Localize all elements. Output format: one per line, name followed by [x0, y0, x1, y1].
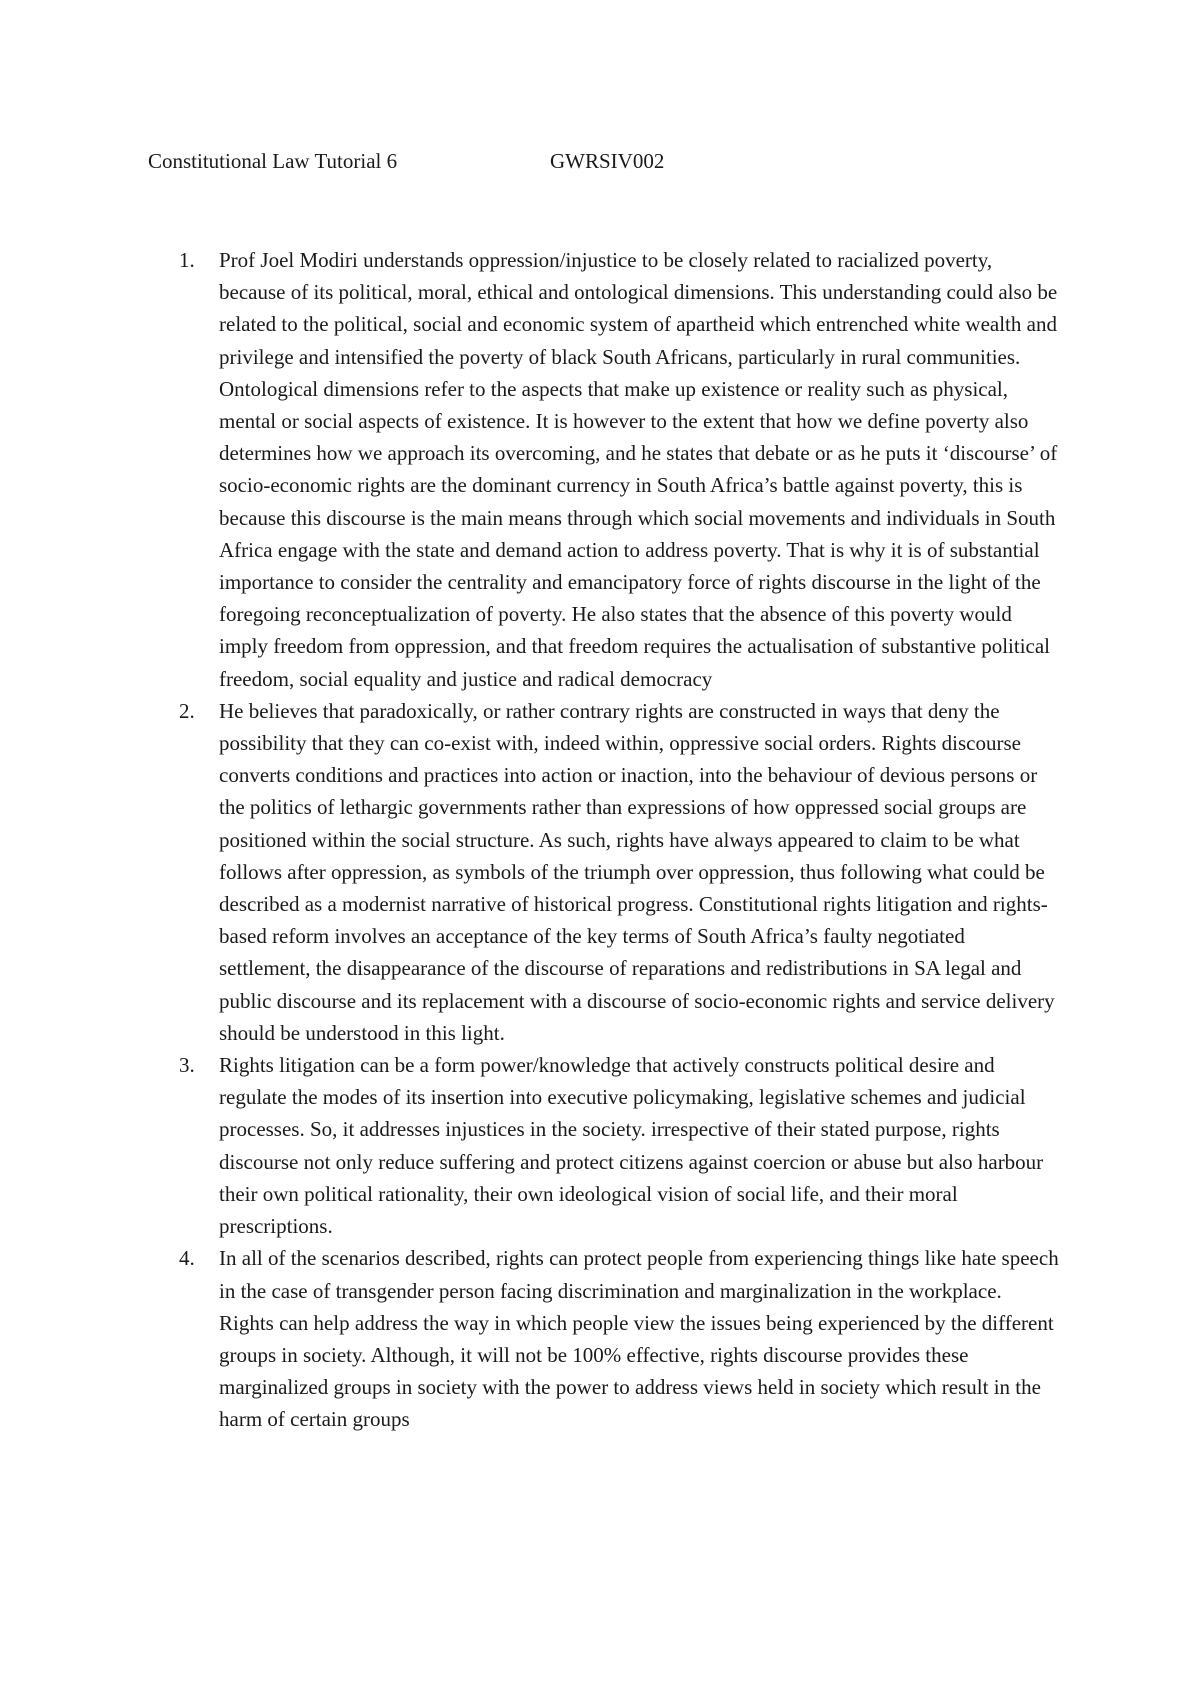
answer-number: 3. — [179, 1053, 195, 1078]
answer-item-2 — [0, 695, 1200, 1049]
answer-text: He believes that paradoxically, or rather contrary rights are constructed in ways that deny the possibility that they can co-exist with, indeed within, oppressive social orders. Rights discourse converts conditions and practices into action or inaction, into the behaviour of devious persons or the politics of lethargic governments rather than expressions of how oppressed social groups are positioned within the social structure. As such, rights have always appeared to claim to be what follows after oppression, as symbols of the triumph over oppression, thus following what could be described as a modernist narrative of historical progress. Constitutional rights litigation and rights-based reform involves an acceptance of the key terms of South Africa’s faulty negotiated settlement, the disappearance of the discourse of reparations and redistributions in SA legal and public discourse and its replacement with a discourse of socio-economic rights and service delivery should be understood in this light. — [219, 698, 1055, 1045]
answer-list — [0, 244, 1200, 1436]
student-id: GWRSIV002 — [550, 149, 665, 173]
answer-number: 1. — [179, 248, 195, 272]
answer-item-4 — [0, 1242, 1200, 1435]
answer-item-1 — [0, 244, 1200, 695]
answer-text: Prof Joel Modiri understands oppression/injustice to be closely related to racialized poverty, because of its political, moral, ethical and ontological dimensions. This understanding could also be related to the political, social and economic system of apartheid which entrenched white wealth and privilege and intensified the poverty of black South Africans, particularly in rural communities. Ontological dimensions refer to the aspects that make up existence or reality such as physical, mental or social aspects of existence. It is however to the extent that how we define poverty also determines how we approach its overcoming, and he states that debate or as he puts it ‘discourse’ of socio-economic rights are the dominant currency in South Africa’s battle against poverty, this is because this discourse is the main means through which social movements and individuals in South Africa engage with the state and demand action to address poverty. That is why it is of substantial importance to consider the centrality and emancipatory force of rights discourse in the light of the foregoing reconceptualization of poverty. He also states that the absence of this poverty would imply freedom from oppression, and that freedom requires the actualisation of substantive political freedom, social equality and justice and radical democracy — [219, 248, 1058, 691]
document-header — [148, 146, 664, 176]
answer-text: In all of the scenarios described, rights can protect people from experiencing things like hate speech in the case of transgender person facing discrimination and marginalization in the workplace. Rights can help address the way in which people view the issues being experienced by the different groups in society. Although, it will not be 100% effective, rights discourse provides these marginalized groups in society with the power to address views held in society which result in the harm of certain groups — [219, 1246, 1059, 1432]
answer-number: 2. — [179, 698, 195, 723]
answer-number: 4. — [179, 1246, 195, 1271]
answer-item-3 — [0, 1049, 1200, 1242]
answer-text: Rights litigation can be a form power/knowledge that actively constructs political desire and regulate the modes of its insertion into executive policymaking, legislative schemes and judicial processes. So, it addresses injustices in the society. irrespective of their stated purpose, rights discourse not only reduce suffering and protect citizens against coercion or abuse but also harbour their own political rationality, their own ideological vision of social life, and their moral prescriptions. — [219, 1053, 1044, 1239]
course-title: Constitutional Law Tutorial 6 — [148, 149, 398, 173]
